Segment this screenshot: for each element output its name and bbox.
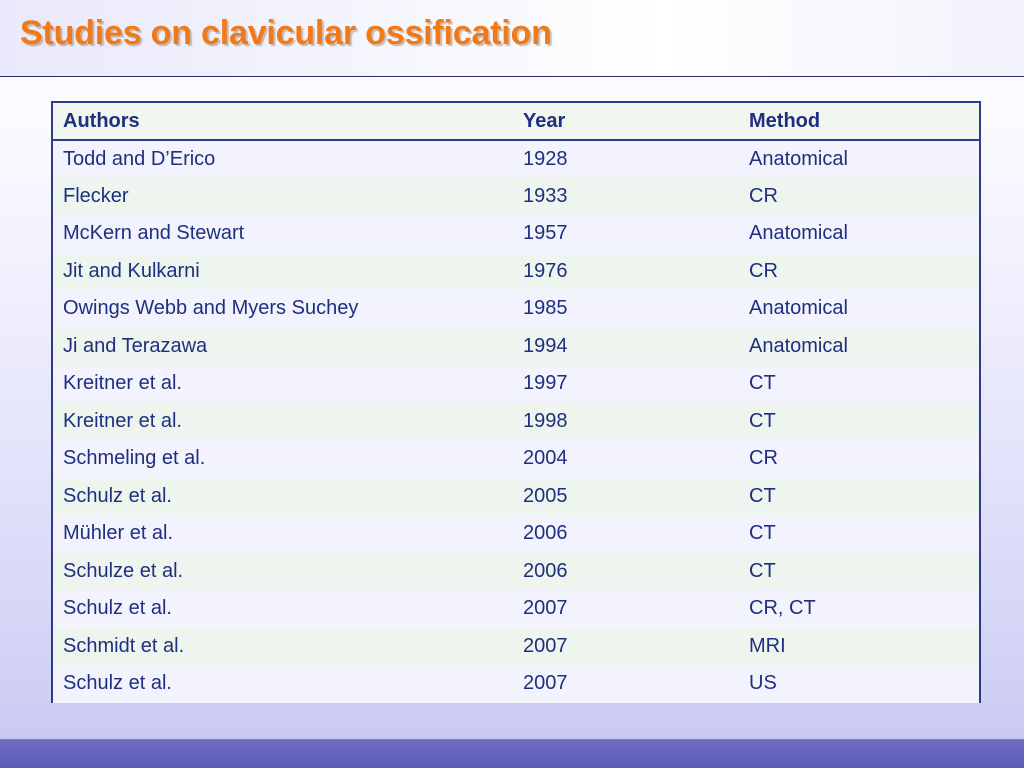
cell-year: 2007: [513, 628, 739, 666]
cell-method: CT: [739, 553, 979, 591]
cell-method: US: [739, 665, 979, 703]
cell-year: 2004: [513, 440, 739, 478]
cell-year: 2006: [513, 553, 739, 591]
cell-method: CT: [739, 403, 979, 441]
cell-authors: Flecker: [53, 178, 513, 216]
cell-authors: Ji and Terazawa: [53, 328, 513, 366]
footer-band: [0, 739, 1024, 768]
cell-year: 2007: [513, 665, 739, 703]
header-method: Method: [739, 103, 979, 140]
cell-year: 2007: [513, 590, 739, 628]
cell-year: 1957: [513, 215, 739, 253]
cell-method: CR: [739, 178, 979, 216]
title-divider: [0, 76, 1024, 77]
cell-year: 1997: [513, 365, 739, 403]
table-row: [53, 628, 979, 666]
cell-authors: Schulz et al.: [53, 478, 513, 516]
cell-method: CT: [739, 365, 979, 403]
header-year: Year: [513, 103, 739, 140]
cell-authors: Kreitner et al.: [53, 403, 513, 441]
table-row: [53, 215, 979, 253]
cell-year: 1933: [513, 178, 739, 216]
table-row: [53, 290, 979, 328]
cell-authors: Schulz et al.: [53, 665, 513, 703]
cell-method: Anatomical: [739, 290, 979, 328]
cell-authors: Mühler et al.: [53, 515, 513, 553]
table-row: [53, 665, 979, 703]
studies-table: [53, 103, 979, 703]
table-row: [53, 553, 979, 591]
table-row: [53, 403, 979, 441]
cell-method: Anatomical: [739, 140, 979, 178]
cell-authors: Todd and D’Erico: [53, 140, 513, 178]
slide-title: Studies on clavicular ossification: [20, 14, 552, 52]
cell-authors: Owings Webb and Myers Suchey: [53, 290, 513, 328]
studies-table-container: [51, 101, 981, 703]
cell-year: 1976: [513, 253, 739, 291]
cell-method: Anatomical: [739, 328, 979, 366]
table-row: [53, 328, 979, 366]
table-row: [53, 478, 979, 516]
cell-method: CT: [739, 515, 979, 553]
cell-authors: Schulz et al.: [53, 590, 513, 628]
cell-authors: Schulze et al.: [53, 553, 513, 591]
title-bar: [0, 0, 1024, 76]
cell-year: 1998: [513, 403, 739, 441]
table-row: [53, 253, 979, 291]
cell-authors: Schmidt et al.: [53, 628, 513, 666]
cell-year: 2006: [513, 515, 739, 553]
cell-year: 1985: [513, 290, 739, 328]
table-row: [53, 178, 979, 216]
cell-authors: Jit and Kulkarni: [53, 253, 513, 291]
cell-year: 2005: [513, 478, 739, 516]
table-row: [53, 440, 979, 478]
table-row: [53, 590, 979, 628]
cell-method: MRI: [739, 628, 979, 666]
table-row: [53, 365, 979, 403]
header-authors: Authors: [53, 103, 513, 140]
cell-method: CR: [739, 440, 979, 478]
table-header-row: [53, 103, 979, 140]
cell-authors: McKern and Stewart: [53, 215, 513, 253]
cell-authors: Kreitner et al.: [53, 365, 513, 403]
table-row: [53, 140, 979, 178]
cell-year: 1994: [513, 328, 739, 366]
cell-method: CT: [739, 478, 979, 516]
cell-authors: Schmeling et al.: [53, 440, 513, 478]
cell-method: CR, CT: [739, 590, 979, 628]
table-row: [53, 515, 979, 553]
cell-method: CR: [739, 253, 979, 291]
cell-year: 1928: [513, 140, 739, 178]
cell-method: Anatomical: [739, 215, 979, 253]
